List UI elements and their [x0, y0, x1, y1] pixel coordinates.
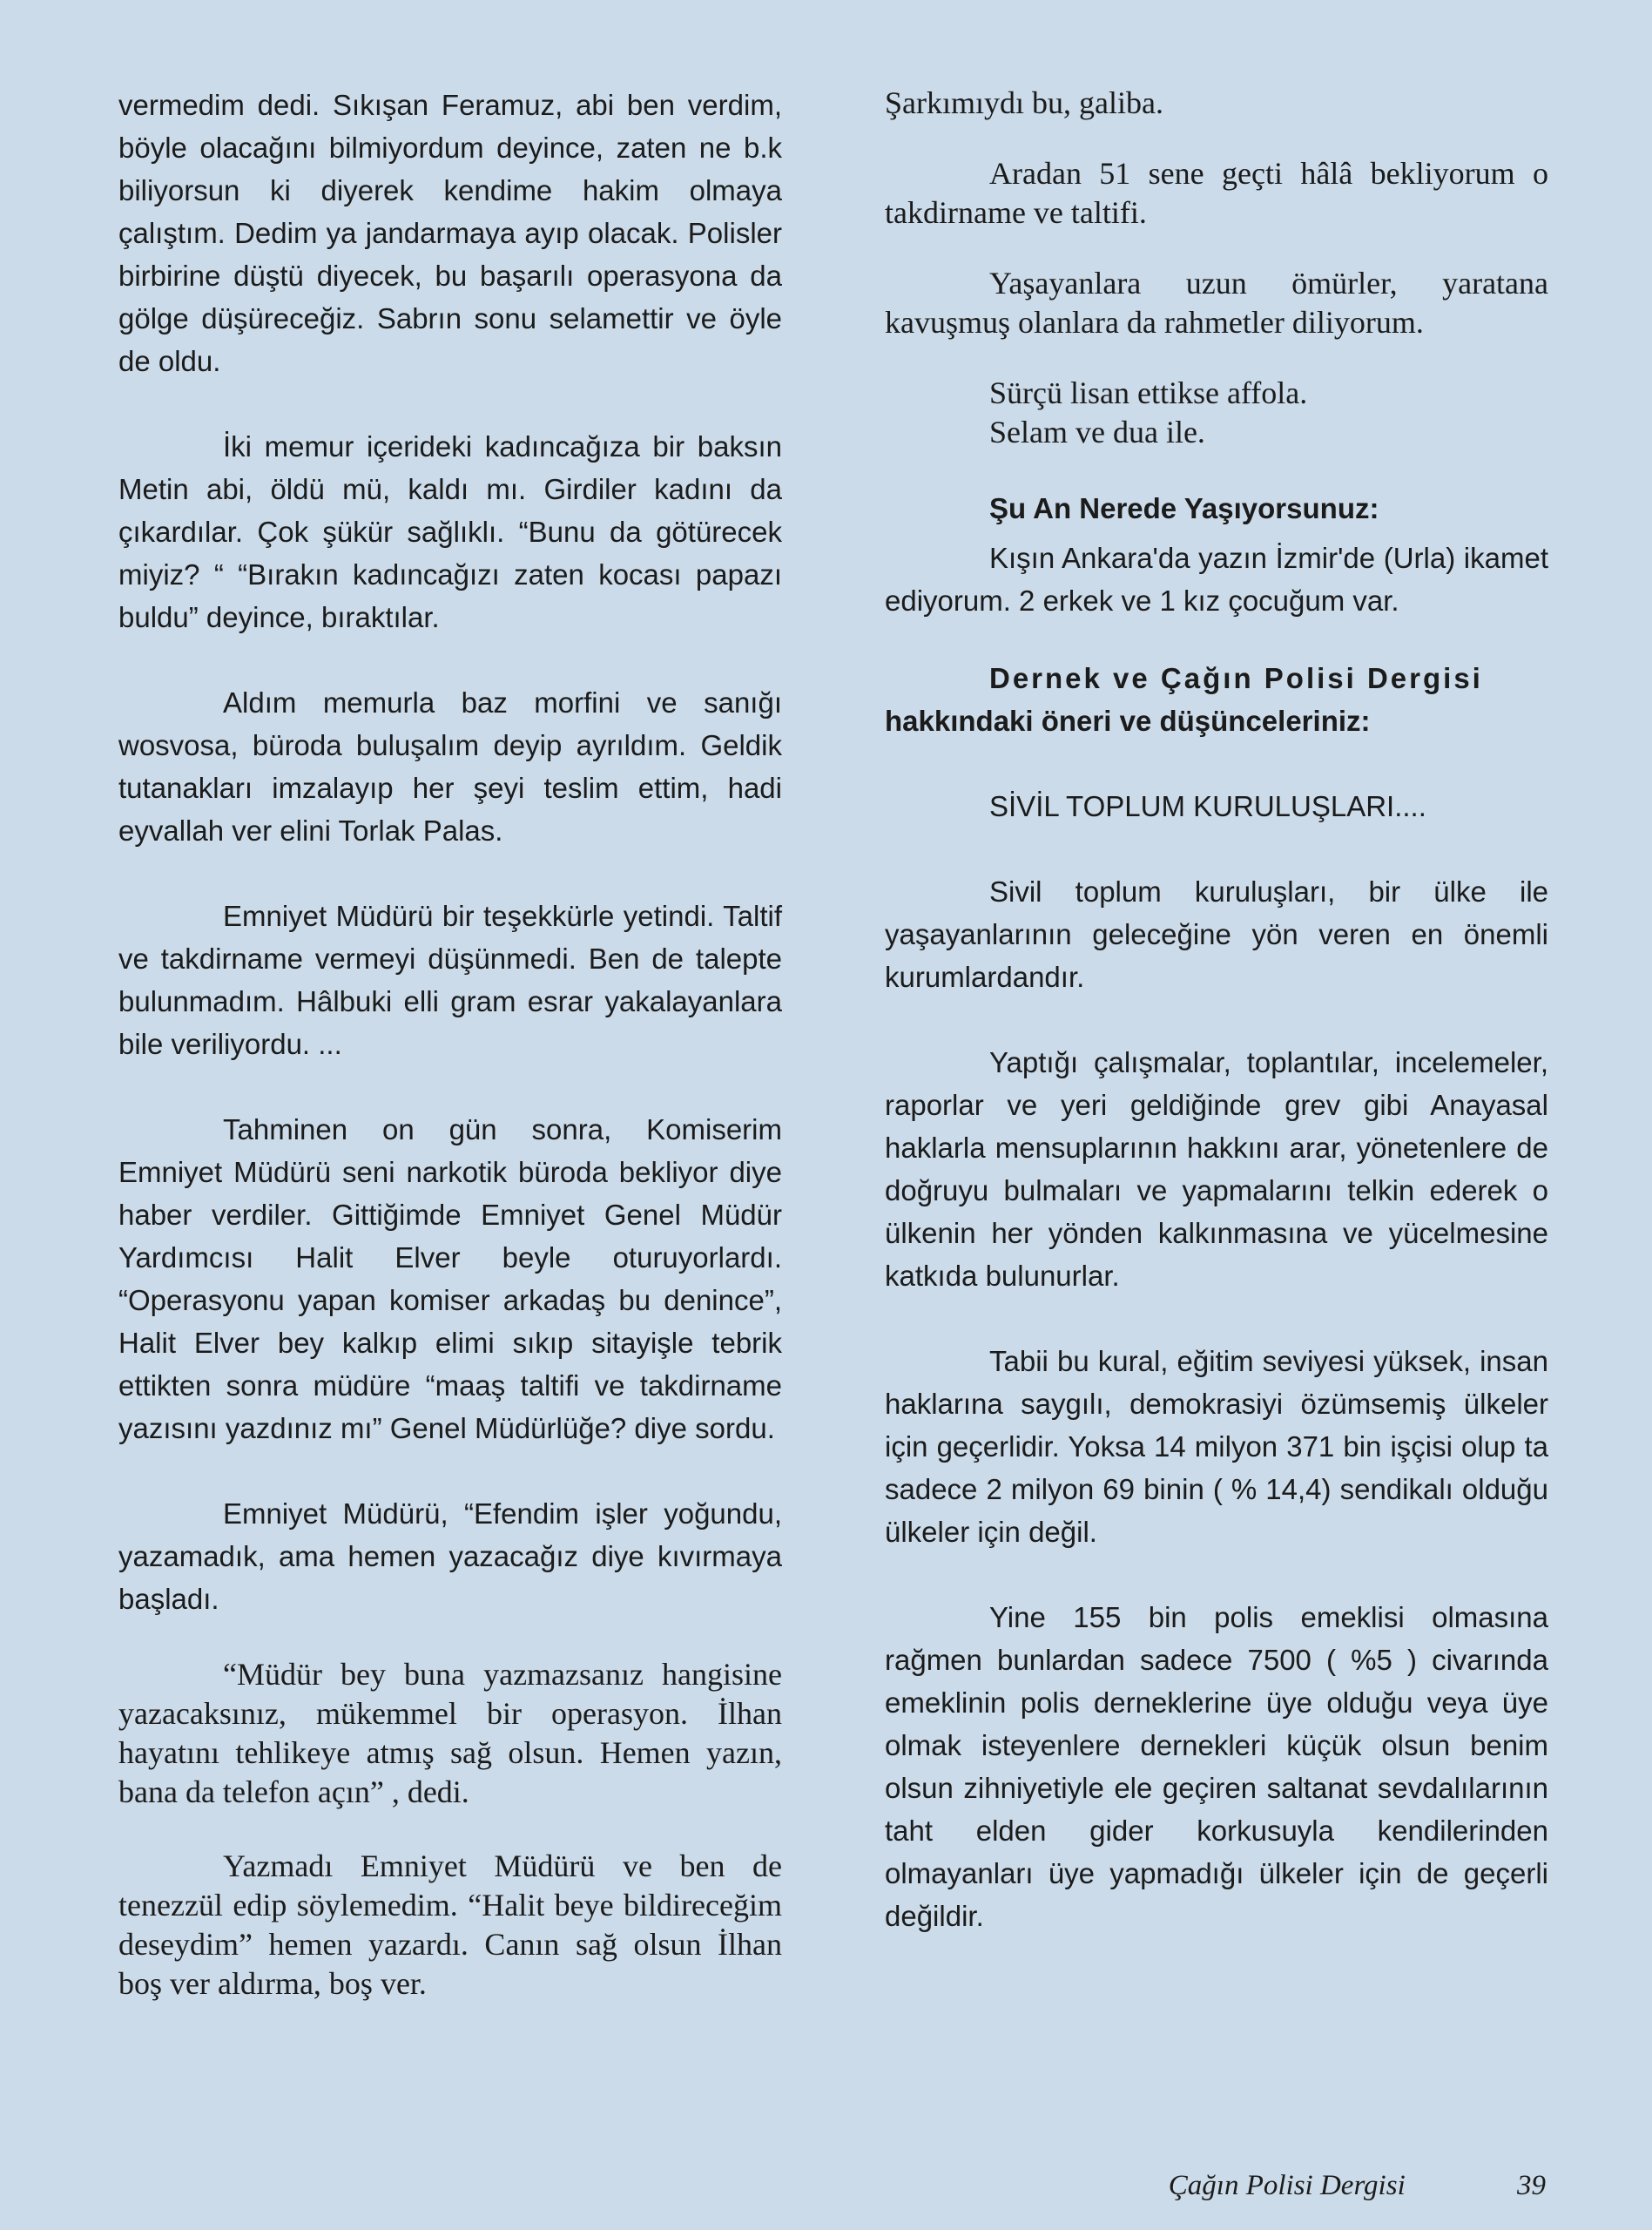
- paragraph: Yine 155 bin polis emeklisi olmasına rağmen bunlardan sadece 7500 ( %5 ) civarında emeklinin polis derneklerine üye olduğu veya üye olmak isteyenlere dernekleri küçük olsun benim olsun zihniyetiyle ele geçiren saltanat sevdalılarının taht elden gider korkusuyla kendilerinden olmayanları üye yapmadığı ülkeler için de geçerli değildir.: [885, 1601, 1548, 1932]
- paragraph: Yaşayanlara uzun ömürler, yaratana kavuşmuş olanlara da rahmetler diliyorum.: [885, 266, 1548, 340]
- paragraph: Tabii bu kural, eğitim seviyesi yüksek, insan haklarına saygılı, demokrasiyi özümsemiş ülkeler için geçerlidir. Yoksa 14 milyon 371 bin işçisi olup ta sadece 2 milyon 69 binin ( % 14,4) sendikalı olduğu ülkeler için değil.: [885, 1345, 1548, 1548]
- paragraph: Emniyet Müdürü, “Efendim işler yoğundu, yazamadık, ama hemen yazacağız diye kıvırmaya başladı.: [118, 1497, 782, 1615]
- paragraph: Selam ve dua ile.: [989, 415, 1205, 449]
- paragraph: vermedim dedi. Sıkışan Feramuz, abi ben verdim, böyle olacağını bilmiyordum deyince, zaten ne b.k biliyorsun ki diyerek kendime hakim olmaya çalıştım. Dedim ya jandarmaya ayıp olacak. Polisler birbirine düştü diyecek, bu başarılı operasyona da gölge düşüreceğiz. Sabrın sonu selamettir ve öyle de oldu.: [118, 89, 782, 377]
- paragraph: Aldım memurla baz morfini ve sanığı wosvosa, büroda buluşalım deyip ayrıldım. Geldik tutanakları imzalayıp her şeyi teslim ettim, hadi eyvallah ver elini Torlak Palas.: [118, 686, 782, 847]
- paragraph: İki memur içerideki kadıncağıza bir baksın Metin abi, öldü mü, kaldı mı. Girdiler kadını da çıkardılar. Çok şükür sağlıklı. “Bunu da götürecek miyiz? “ “Bırakın kadıncağızı zaten kocası papazı buldu” deyince, bıraktılar.: [118, 430, 782, 633]
- paragraph: Kışın Ankara'da yazın İzmir'de (Urla) ikamet ediyorum. 2 erkek ve 1 kız çocuğum var.: [885, 542, 1548, 617]
- right-column: [885, 84, 1548, 1937]
- section-heading: hakkındaki öneri ve düşünceleriniz:: [885, 705, 1371, 737]
- paragraph: Yaptığı çalışmalar, toplantılar, incelemeler, raporlar ve yeri geldiğinde grev gibi Anayasal haklarla mensuplarının hakkını arar, yönetenlere de doğruyu bulmaları ve yapmalarını telkin ederek o ülkenin her yönden kalkınmasına ve yücelmesine katkıda bulunurlar.: [885, 1046, 1548, 1292]
- paragraph: “Müdür bey buna yazmazsanız hangisine yazacaksınız, mükemmel bir operasyon. İlhan hayatını tehlikeye atmış sağ olsun. Hemen yazın, bana da telefon açın” , dedi.: [118, 1657, 782, 1809]
- left-column: [118, 84, 782, 2004]
- paragraph: Şarkımıydı bu, galiba.: [885, 85, 1163, 120]
- section-heading: Şu An Nerede Yaşıyorsunuz:: [989, 492, 1379, 524]
- paragraph: Sürçü lisan ettikse affola.: [989, 375, 1308, 410]
- paragraph: SİVİL TOPLUM KURULUŞLARI....: [989, 790, 1426, 822]
- page-footer: [1169, 2170, 1546, 2202]
- paragraph: Tahminen on gün sonra, Komiserim Emniyet Müdürü seni narkotik büroda bekliyor diye haber verdiler. Gittiğimde Emniyet Genel Müdür Yardımcısı Halit Elver beyle oturuyorlardı. “Operasyonu yapan komiser arkadaş bu denince”, Halit Elver bey kalkıp elimi sıkıp sitayişle tebrik ettikten sonra müdüre “maaş taltifi ve takdirname yazısını yazdınız mı” Genel Müdürlüğe? diye sordu.: [118, 1113, 782, 1444]
- section-heading: Dernek ve Çağın Polisi Dergisi: [989, 662, 1483, 694]
- paragraph: Emniyet Müdürü bir teşekkürle yetindi. Taltif ve takdirname vermeyi düşünmedi. Ben de talepte bulunmadım. Hâlbuki elli gram esrar yakalayanlara bile veriliyordu. ...: [118, 900, 782, 1060]
- paragraph: Sivil toplum kuruluşları, bir ülke ile yaşayanlarının geleceğine yön veren en önemli kurumlardandır.: [885, 875, 1548, 993]
- paragraph: Aradan 51 sene geçti hâlâ bekliyorum o takdirname ve taltifi.: [885, 156, 1548, 230]
- journal-title: Çağın Polisi Dergisi: [1168, 2170, 1406, 2201]
- page-number: 39: [1517, 2170, 1546, 2201]
- paragraph: Yazmadı Emniyet Müdürü ve ben de tenezzül edip söylemedim. “Halit beye bildireceğim deseydim” hemen yazardı. Canın sağ olsun İlhan boş ver aldırma, boş ver.: [118, 1848, 782, 2001]
